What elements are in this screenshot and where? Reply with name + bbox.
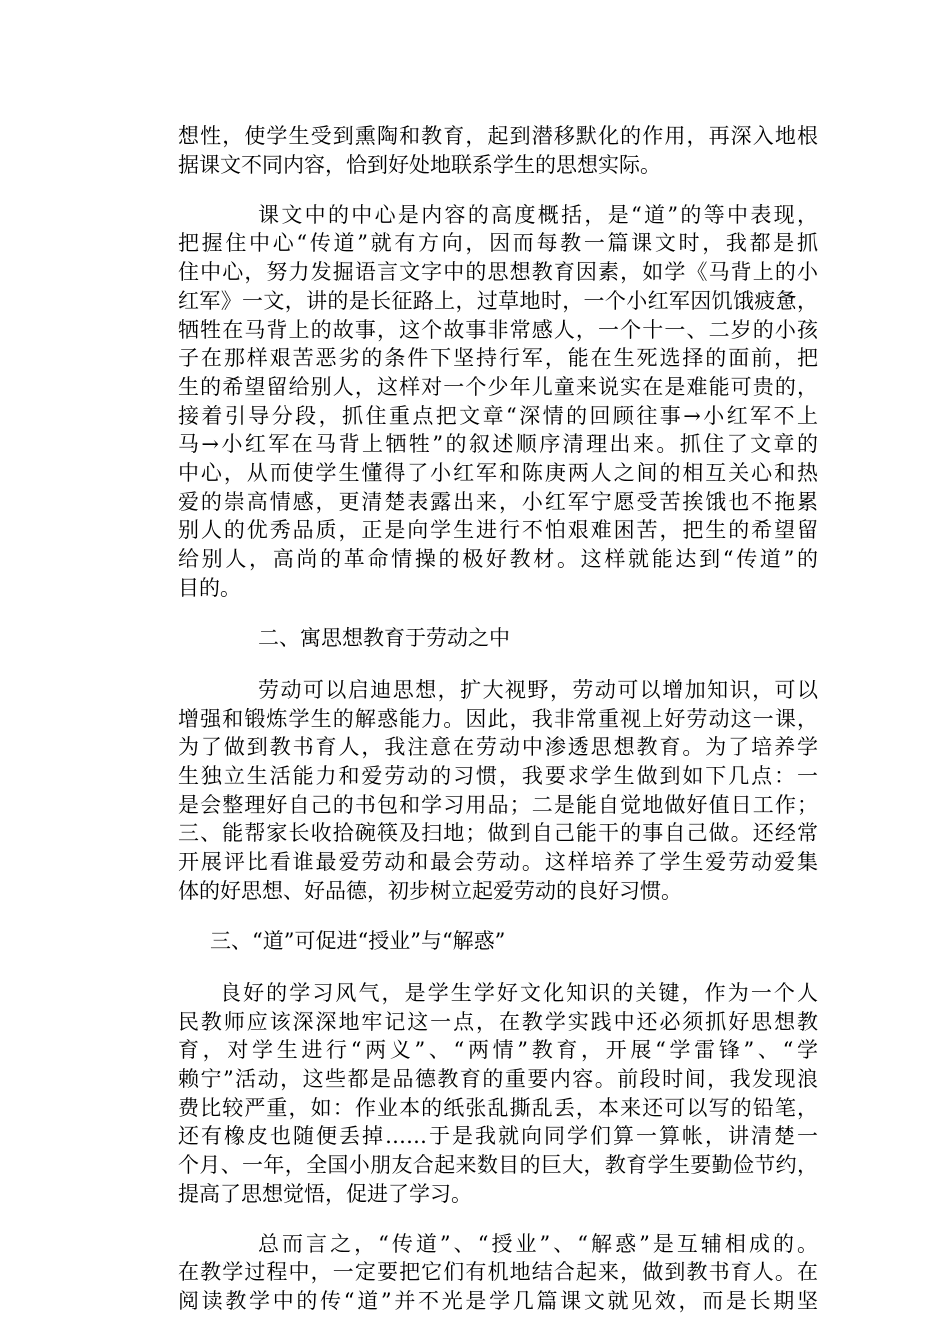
paragraph-3-line: 为了做到教书育人，我注意在劳动中渗透思想教育。为了培养学 (178, 735, 818, 759)
paragraph-4-line: 费比较严重，如：作业本的纸张乱撕乱丢，本来还可以写的铅笔， (178, 1096, 818, 1120)
paragraph-2-line: 马→小红军在马背上牺牲”的叙述顺序清理出来。抓住了文章的 (178, 432, 818, 456)
paragraph-2-line: 把握住中心“传道”就有方向，因而每教一篇课文时，我都是抓 (178, 231, 818, 255)
paragraph-2-line: 牺牲在马背上的故事，这个故事非常感人，一个十一、二岁的小孩 (178, 318, 818, 342)
paragraph-5-line: 在教学过程中，一定要把它们有机地结合起来，做到教书育人。在 (178, 1260, 818, 1284)
section-heading-2: 二、寓思想教育于劳动之中 (258, 626, 510, 650)
paragraph-5-line: 总而言之，“传道”、“授业”、“解惑”是互辅相成的。 (258, 1232, 818, 1256)
paragraph-3-line: 是会整理好自己的书包和学习用品；二是能自觉地做好值日工作； (178, 793, 818, 817)
paragraph-4-line: 提高了思想觉悟，促进了学习。 (178, 1182, 472, 1206)
paragraph-2-line: 生的希望留给别人，这样对一个少年儿童来说实在是难能可贵的， (178, 375, 818, 399)
paragraph-4-line: 育，对学生进行“两义”、“两情”教育，开展“学雷锋”、“学 (178, 1038, 818, 1062)
paragraph-2-line: 住中心，努力发掘语言文字中的思想教育因素，如学《马背上的小 (178, 260, 818, 284)
paragraph-2-line: 目的。 (178, 576, 241, 600)
paragraph-3-line: 增强和锻炼学生的解惑能力。因此，我非常重视上好劳动这一课， (178, 707, 818, 731)
paragraph-3-line: 体的好思想、好品德，初步树立起爱劳动的良好习惯。 (178, 879, 682, 903)
paragraph-2-line: 红军》一文，讲的是长征路上，过草地时，一个小红军因饥饿疲惫， (178, 289, 818, 313)
paragraph-4-line: 民教师应该深深地牢记这一点，在教学实践中还必须抓好思想教 (178, 1010, 818, 1034)
paragraph-3-line: 劳动可以启迪思想，扩大视野，劳动可以增加知识，可以 (258, 678, 818, 702)
paragraph-2-line: 接着引导分段，抓住重点把文章“深情的回顾往事→小红军不上 (178, 404, 818, 428)
section-heading-3: 三、“道”可促进“授业”与“解惑” (210, 929, 506, 953)
paragraph-1-line: 据课文不同内容，恰到好处地联系学生的思想实际。 (178, 153, 661, 177)
paragraph-4-line: 个月、一年，全国小朋友合起来数目的巨大，教育学生要勤俭节约， (178, 1153, 818, 1177)
paragraph-2-line: 子在那样艰苦恶劣的条件下坚持行军，能在生死选择的面前，把 (178, 346, 818, 370)
paragraph-3-line: 生独立生活能力和爱劳动的习惯，我要求学生做到如下几点：一 (178, 764, 818, 788)
paragraph-4-line: 赖宁”活动，这些都是品德教育的重要内容。前段时间，我发现浪 (178, 1067, 818, 1091)
paragraph-2-line: 课文中的中心是内容的高度概括，是“道”的等中表现， (258, 203, 818, 227)
paragraph-3-line: 三、能帮家长收拾碗筷及扫地；做到自己能干的事自己做。还经常 (178, 821, 818, 845)
paragraph-2-line: 别人的优秀品质，正是向学生进行不怕艰难困苦，把生的希望留 (178, 518, 818, 542)
paragraph-1-line: 想性，使学生受到熏陶和教育，起到潜移默化的作用，再深入地根 (178, 124, 818, 148)
paragraph-5-line: 阅读教学中的传“道”并不光是学几篇课文就见效，而是长期坚 (178, 1289, 818, 1313)
paragraph-3-line: 开展评比看谁最爱劳动和最会劳动。这样培养了学生爱劳动爱集 (178, 850, 818, 874)
paragraph-2-line: 爱的崇高情感，更清楚表露出来，小红军宁愿受苦挨饿也不拖累 (178, 490, 818, 514)
paragraph-4-line: 良好的学习风气，是学生学好文化知识的关键，作为一个人 (220, 981, 818, 1005)
paragraph-4-line: 还有橡皮也随便丢掉……于是我就向同学们算一算帐，讲清楚一 (178, 1124, 818, 1148)
paragraph-2-line: 给别人，高尚的革命情操的极好教材。这样就能达到“传道”的 (178, 547, 818, 571)
paragraph-2-line: 中心，从而使学生懂得了小红军和陈庚两人之间的相互关心和热 (178, 461, 818, 485)
